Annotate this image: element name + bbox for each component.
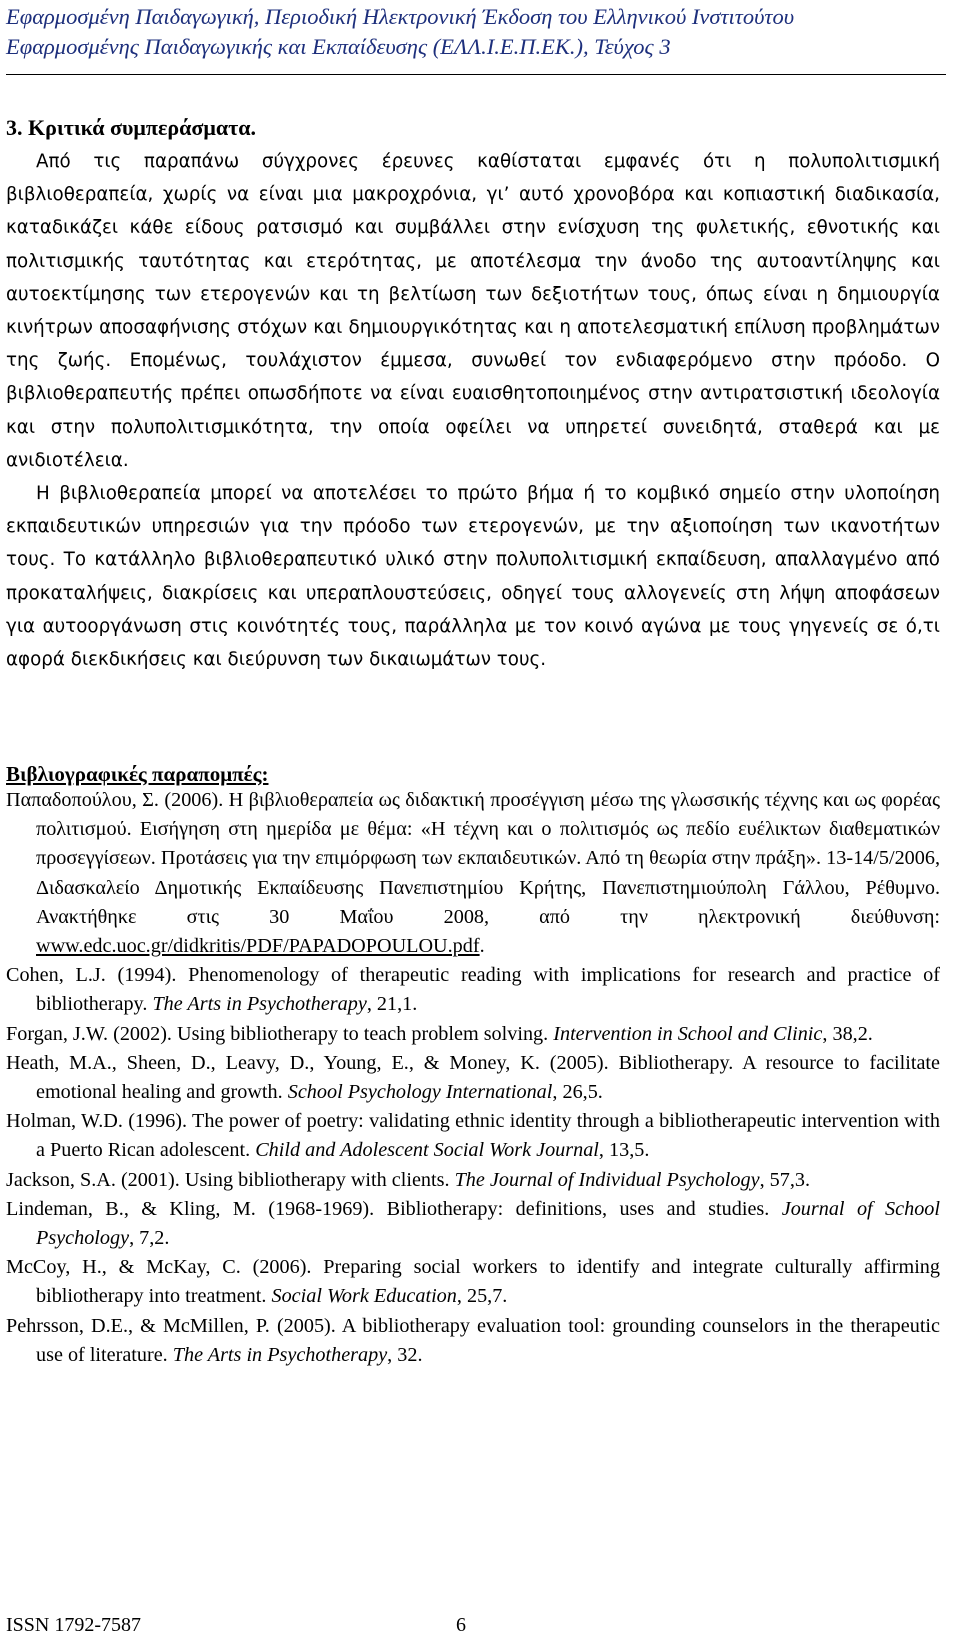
reference-text: Heath, M.A., Sheen, D., Leavy, D., Young, E., & Money, K. (2005). Bibliotherapy. A resource to facilitate emotional healing and growth.: [6, 1051, 940, 1104]
paragraph-1: Από τις παραπάνω σύγχρονες έρευνες καθίσταται εμφανές ότι η πολυπολιτισμική βιβλιοθεραπεία, χωρίς να είναι μια μακροχρόνια, γι’ αυτό χρονοβόρα και κοπιαστική διαδικασία, καταδικάζει κάθε είδους ρατσισμό και συμβάλλει στην ενίσχυση της φυλετικής, εθνοτικής και πολιτισμικής ταυτότητας και ετερότητας, με αποτέλεσμα την άνοδο της αυτοαντίληψης και αυτοεκτίμησης των ετερογενών και τη βελτίωση των δεξιοτήτων τους, όπως είναι η δημιουργία κινήτρων αποσαφήνισης στόχων και δημιουργικότητας και η αποτελεσματική επίλυση προβλημάτων της ζωής. Επομένως, τουλάχιστον έμμεσα, συνωθεί τον ενδιαφερόμενο στην πρόοδο. Ο βιβλιοθεραπευτής πρέπει οπωσδήποτε να είναι ευαισθητοποιημένος στην αντιρατσιστική ιδεολογία και στην πολυπολιτισμικότητα, την οποία οφείλει να υπηρετεί συνειδητά, σταθερά και με ανιδιοτέλεια.: [6, 151, 940, 471]
reference-journal: School Psychology International: [287, 1081, 553, 1104]
reference-tail: , 7,2.: [129, 1227, 170, 1250]
reference-item: [6, 1020, 940, 1049]
reference-text: Παπαδοπούλου, Σ. (2006). Η βιβλιοθεραπεία ως διδακτική προσέγγιση μέσω της γλωσσικής τέχνης και ως φορέας πολιτισμού. Εισήγηση στη ημερίδα με θέμα: «Η τέχνη και ο πολιτισμός ως πεδίο ευέλικτων διαθεματικών προσεγγίσεων. Προτάσεις για την επιμόρφωση των εκπαιδευτικών. Από τη θεωρία στην πράξη». 13-14/5/2006, Διδασκαλείο Δημοτικής Εκπαίδευσης Πανεπιστημίου Κρήτης, Πανεπιστημιούπολη Γάλλου, Ρέθυμνο. Ανακτήθηκε στις 30 Μαΐου 2008, από την ηλεκτρονική διεύθυνση:: [6, 789, 940, 928]
reference-tail: , 25,7.: [456, 1285, 508, 1308]
issn-label: ISSN 1792-7587: [6, 1614, 142, 1636]
reference-journal: The Arts in Psychotherapy: [172, 1343, 388, 1366]
reference-journal: Intervention in School and Clinic: [553, 1022, 823, 1045]
reference-journal: Social Work Education: [271, 1285, 457, 1308]
reference-tail: , 21,1.: [366, 993, 418, 1016]
reference-text: Pehrsson, D.E., & McMillen, P. (2005). A bibliotherapy evaluation tool: grounding counselors in the therapeutic use of literature.: [6, 1314, 940, 1366]
reference-text: Lindeman, B., & Kling, M. (1968-1969). Bibliotherapy: definitions, uses and studies.: [6, 1197, 782, 1220]
paragraph-2: Η βιβλιοθεραπεία μπορεί να αποτελέσει το πρώτο βήμα ή το κομβικό σημείο στην υλοποίηση εκπαιδευτικών υπηρεσιών για την πρόοδο των ετερογενών, με την αξιοποίηση των ικανοτήτων τους. Το κατάλληλο βιβλιοθεραπευτικό υλικό στην πολυπολιτισμική εκπαίδευση, απαλλαγμένο από προκαταλήψεις, διακρίσεις και υπεραπλουστεύσεις, οδηγεί τους αλλογενείς στη λήψη αποφάσεων για αυτοοργάνωση στις κοινότητές τους, παράλληλα με τον κοινό αγώνα με τους γηγενείς σε ό,τι αφορά διεκδικήσεις και διεύρυνση των δικαιωμάτων τους.: [6, 483, 940, 671]
reference-tail: , 32.: [387, 1343, 423, 1366]
reference-item: [6, 786, 940, 961]
journal-header: [6, 2, 946, 62]
reference-tail: , 38,2.: [822, 1022, 873, 1045]
header-line-1: Εφαρμοσμένη Παιδαγωγική, Περιοδική Ηλεκτρονική Έκδοση του Ελληνικού Ινστιτούτου: [6, 4, 795, 29]
reference-text: Jackson, S.A. (2001). Using bibliotherapy with clients.: [6, 1168, 455, 1191]
references-title: Βιβλιογραφικές παραπομπές:: [6, 762, 269, 786]
reference-text: Holman, W.D. (1996). The power of poetry: validating ethnic identity through a bibliotherapeutic intervention with a Puerto Rican adolescent.: [6, 1110, 940, 1162]
reference-text: Forgan, J.W. (2002). Using bibliotherapy to teach problem solving.: [6, 1022, 554, 1045]
header-divider: [6, 74, 946, 75]
references-list: [6, 786, 940, 1370]
reference-tail: .: [479, 935, 485, 958]
reference-tail: , 57,3.: [759, 1168, 811, 1191]
reference-journal: Child and Adolescent Social Work Journal: [255, 1139, 599, 1162]
reference-item: [6, 1195, 940, 1253]
reference-tail: , 13,5.: [598, 1139, 650, 1162]
reference-text: McCoy, H., & McKay, C. (2006). Preparing social workers to identify and integrate culturally affirming bibliotherapy into treatment.: [6, 1256, 940, 1308]
reference-tail: , 26,5.: [552, 1081, 603, 1104]
reference-item: [6, 1049, 940, 1107]
header-line-2: Εφαρμοσμένης Παιδαγωγικής και Εκπαίδευσης (ΕΛΛ.Ι.Ε.Π.ΕΚ.), Τεύχος 3: [6, 34, 671, 59]
reference-text: Cohen, L.J. (1994). Phenomenology of therapeutic reading with implications for research and practice of bibliotherapy.: [6, 964, 940, 1016]
reference-item: [6, 1312, 940, 1370]
reference-journal: Journal of School Psychology: [36, 1197, 941, 1250]
page-number: 6: [456, 1614, 466, 1636]
reference-item: [6, 1253, 940, 1311]
reference-item: [6, 1107, 940, 1165]
section-body: [6, 145, 940, 676]
reference-item: [6, 1166, 940, 1195]
reference-journal: The Arts in Psychotherapy: [152, 993, 367, 1016]
reference-url-link[interactable]: www.edc.uoc.gr/didkritis/PDF/PAPADOPOULOU.pdf: [36, 935, 480, 958]
reference-item: [6, 961, 940, 1019]
section-title: 3. Κριτικά συμπεράσματα.: [6, 115, 257, 140]
reference-journal: The Journal of Individual Psychology: [454, 1168, 760, 1191]
